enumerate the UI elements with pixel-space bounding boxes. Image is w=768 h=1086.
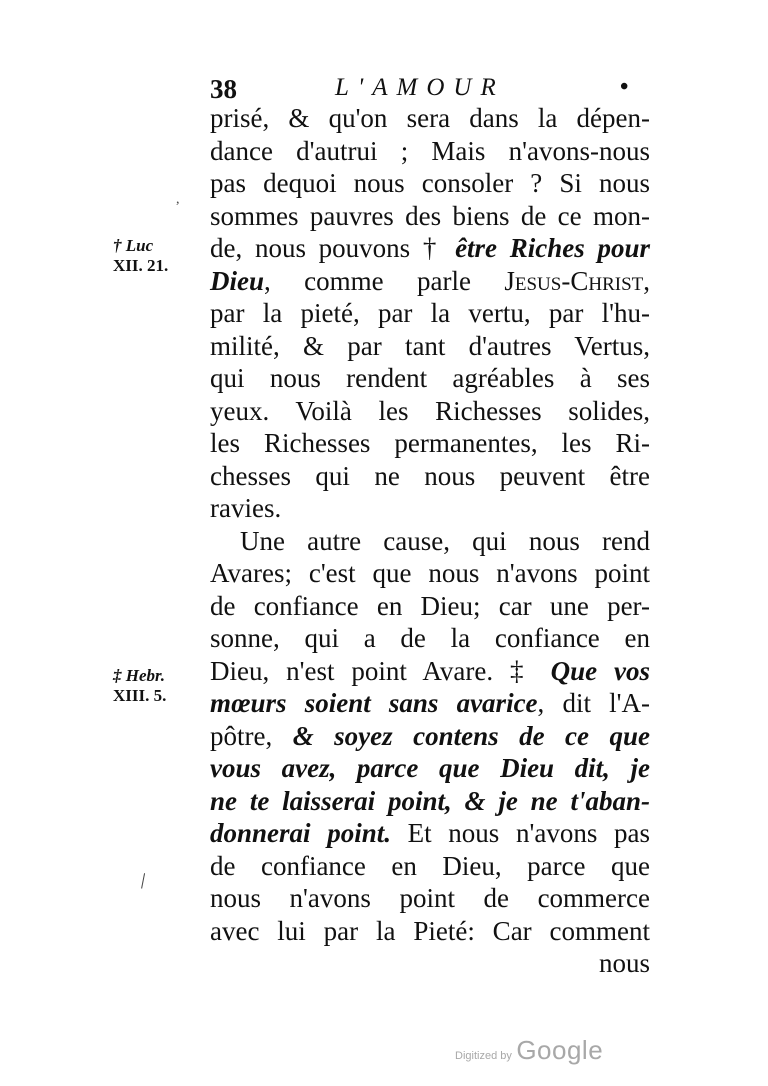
text-line: donnerai point. Et nous n'avons pas: [210, 818, 650, 848]
margin-note-line: † Luc: [113, 236, 154, 255]
margin-note-line: ‡ Hebr.: [113, 666, 165, 685]
page-body: [210, 102, 650, 980]
italic-phrase: vous avez, parce que Dieu dit, je: [210, 753, 650, 783]
italic-phrase: Que vos: [550, 655, 650, 686]
text-line: de confiance en Dieu; car une per-: [210, 590, 650, 621]
text-line: Dieu, comme parle Jesus-Christ,: [210, 265, 650, 296]
margin-note-line: XII. 21.: [113, 256, 169, 275]
margin-note-line: XIII. 5.: [113, 686, 167, 705]
text-line: par la pieté, par la vertu, par l'hu-: [210, 298, 650, 328]
text-line: avec lui par la Pieté: Car comment: [210, 915, 650, 946]
text-line: [210, 752, 650, 785]
print-speck: \: [134, 868, 153, 893]
text-line: de confiance en Dieu, parce que: [210, 850, 650, 881]
text-line: sonne, qui a de la confiance en: [210, 623, 650, 653]
text-line: mœurs soient sans avarice, dit l'A-: [210, 688, 650, 718]
google-logo: Google: [516, 1035, 604, 1065]
italic-phrase: mœurs soient sans avarice: [210, 688, 538, 718]
text-line: chesses qui ne nous peuvent être: [210, 460, 650, 491]
catchword: nous: [598, 948, 650, 978]
text-line: milité, & par tant d'autres Vertus,: [210, 330, 650, 361]
text-line: Une autre cause, qui nous rend: [240, 525, 650, 556]
text-line: qui nous rendent agréables à ses: [210, 363, 650, 393]
text-line: pas dequoi nous consoler ? Si nous: [210, 168, 650, 198]
text-line: pôtre, & soyez contens de ce que: [210, 720, 650, 751]
margin-note-luke: [113, 236, 168, 276]
text-line: Avares; c'est que nous n'avons point: [210, 558, 650, 588]
text-line: ravies.: [210, 493, 282, 523]
margin-note-hebrews: [113, 666, 166, 706]
print-speck: ,: [176, 192, 180, 207]
text-line: dance d'autrui ; Mais n'avons-nous: [210, 135, 650, 166]
italic-phrase: ne te laisserai point, & je ne t'aban-: [210, 785, 650, 816]
header-mark: •: [620, 74, 629, 100]
running-title: L'AMOUR: [335, 74, 505, 101]
text-line: yeux. Voilà les Richesses solides,: [210, 395, 650, 426]
text-line: [210, 785, 650, 818]
italic-phrase: être Riches pour: [455, 233, 650, 263]
page-number: 38: [210, 74, 237, 104]
text-line: les Richesses permanentes, les Ri-: [210, 428, 650, 458]
text-line: sommes pauvres des biens de ce mon-: [210, 200, 650, 231]
italic-phrase: & soyez contens de ce que: [292, 720, 650, 751]
text-line: Dieu, n'est point Avare. ‡ Que vos: [210, 655, 650, 686]
text-line: nous n'avons point de commerce: [210, 883, 650, 913]
text-line: de, nous pouvons † être Riches pour: [210, 233, 650, 263]
digitized-watermark: [455, 1035, 603, 1066]
italic-phrase: Dieu: [210, 265, 264, 296]
digitized-label: Digitized by: [455, 1050, 512, 1062]
small-caps-name: Jesus-Christ: [504, 265, 644, 296]
text-line: prisé, & qu'on sera dans la dépen-: [210, 103, 650, 133]
italic-phrase: donnerai point.: [210, 818, 391, 848]
